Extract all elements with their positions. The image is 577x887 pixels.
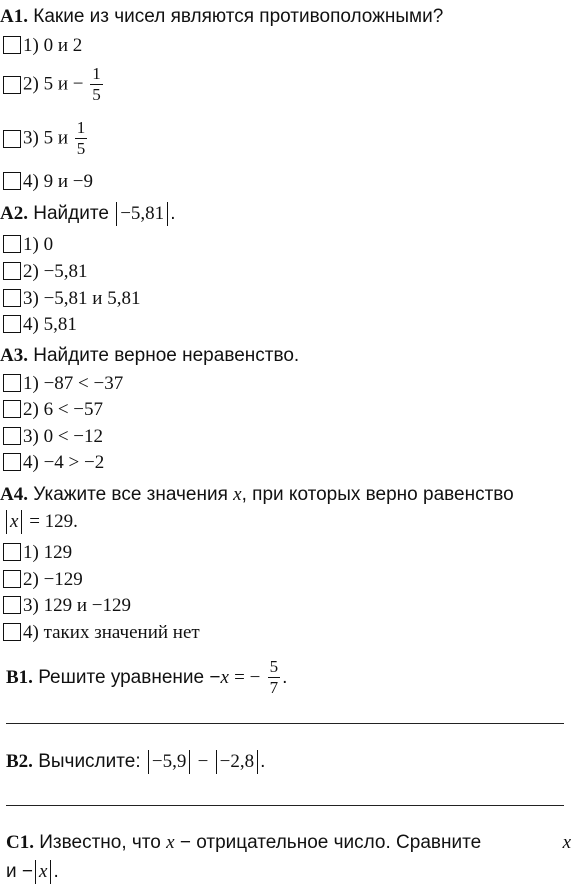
checkbox[interactable] [3, 289, 21, 307]
option-label: 1) 0 и 2 [23, 35, 83, 56]
question-text: − отрицательное число. Сравните [179, 832, 482, 853]
absolute-value: −2,8 [216, 750, 258, 774]
checkbox[interactable] [3, 623, 21, 641]
question-number: B1. [6, 667, 33, 688]
option-label: 2) −129 [23, 569, 83, 590]
fraction [268, 657, 281, 698]
minus-sign: − [197, 751, 209, 772]
question-b1 [6, 656, 287, 700]
variable: x [39, 861, 48, 882]
checkbox[interactable] [3, 570, 21, 588]
option-label: 4) −4 > −2 [23, 452, 105, 473]
option-a1-4[interactable] [0, 171, 93, 193]
option-label: 3) 0 < −12 [23, 426, 104, 447]
fraction-numerator: 1 [92, 64, 101, 83]
question-c1-line2 [6, 860, 59, 884]
fraction-numerator: 5 [269, 657, 279, 677]
checkbox[interactable] [3, 400, 21, 418]
checkbox[interactable] [3, 36, 21, 54]
answer-line-b1[interactable] [6, 723, 564, 724]
fraction [90, 64, 103, 105]
question-a3 [0, 345, 299, 367]
option-a3-1[interactable] [0, 373, 123, 395]
question-number: A3. [0, 345, 28, 366]
question-a2 [0, 202, 175, 226]
checkbox[interactable] [3, 76, 21, 94]
variable: x [10, 511, 19, 532]
absolute-value [6, 510, 22, 534]
option-label: 1) 129 [23, 542, 73, 563]
checkbox[interactable] [3, 315, 21, 333]
option-a2-1[interactable] [0, 234, 53, 256]
option-a2-4[interactable] [0, 314, 77, 336]
option-label: 4) таких значений нет [23, 622, 200, 643]
option-label: 3) −5,81 и 5,81 [23, 288, 141, 309]
variable: x [166, 832, 175, 853]
variable: x [233, 484, 242, 505]
fraction-denominator: 5 [76, 139, 86, 158]
option-a4-2[interactable] [0, 569, 83, 591]
checkbox[interactable] [3, 235, 21, 253]
option-a1-3[interactable] [0, 118, 89, 159]
option-a4-3[interactable] [0, 595, 131, 617]
fraction-denominator: 5 [92, 85, 101, 104]
equation-text: = − [234, 667, 261, 688]
question-number: C1. [6, 832, 34, 853]
equation-text: = 129. [29, 511, 78, 532]
option-label: 3) 5 и [23, 127, 68, 149]
option-label: 2) 6 < −57 [23, 399, 104, 420]
question-c1 [6, 832, 571, 854]
equation-line [0, 510, 78, 534]
option-a1-2[interactable] [0, 64, 105, 105]
fraction-denominator: 7 [269, 678, 279, 698]
variable: x [220, 667, 229, 688]
option-a3-4[interactable] [0, 452, 104, 474]
question-number: B2. [6, 751, 33, 772]
checkbox[interactable] [3, 543, 21, 561]
absolute-value: −5,81 [116, 202, 168, 226]
fraction-numerator: 1 [76, 118, 86, 137]
question-number: A1. [0, 6, 28, 27]
question-a1 [0, 6, 443, 28]
option-label: 2) −5,81 [23, 261, 88, 282]
checkbox[interactable] [3, 453, 21, 471]
question-number: A2. [0, 203, 28, 224]
option-a4-4[interactable] [0, 622, 200, 644]
option-a2-2[interactable] [0, 261, 88, 283]
fraction [75, 118, 88, 159]
option-a3-3[interactable] [0, 426, 103, 448]
option-label: 3) 129 и −129 [23, 595, 131, 616]
option-label: 2) 5 и − [23, 73, 84, 95]
question-text: Какие из чисел являются противоположными? [33, 6, 444, 27]
question-text: Укажите все значения [33, 484, 228, 505]
option-label: 4) 5,81 [23, 314, 77, 335]
absolute-value [35, 860, 51, 884]
question-text: Известно, что [39, 832, 161, 853]
question-text: Найдите верное неравенство. [33, 345, 300, 366]
option-a3-2[interactable] [0, 399, 103, 421]
absolute-value: −5,9 [148, 750, 190, 774]
option-label: 4) 9 и −9 [23, 171, 93, 192]
question-text: и − [6, 861, 33, 882]
option-label: 1) −87 < −37 [23, 373, 124, 394]
variable: x [562, 832, 571, 853]
checkbox[interactable] [3, 374, 21, 392]
question-number: A4. [0, 484, 28, 505]
checkbox[interactable] [3, 427, 21, 445]
question-b2 [6, 750, 265, 774]
option-a2-3[interactable] [0, 288, 140, 310]
punctuation: . [170, 203, 176, 224]
punctuation: . [282, 667, 288, 688]
checkbox[interactable] [3, 596, 21, 614]
punctuation: . [260, 751, 266, 772]
answer-line-b2[interactable] [6, 805, 564, 806]
checkbox[interactable] [3, 130, 21, 148]
checkbox[interactable] [3, 262, 21, 280]
question-text: Решите уравнение − [38, 667, 221, 688]
option-a1-1[interactable] [0, 35, 82, 57]
punctuation: . [53, 861, 59, 882]
question-text: Вычислите: [38, 751, 141, 772]
option-label: 1) 0 [23, 234, 54, 255]
question-a4 [0, 484, 514, 506]
question-text: Найдите [33, 203, 109, 224]
question-text: , при которых верно равенство [241, 484, 514, 505]
checkbox[interactable] [3, 172, 21, 190]
option-a4-1[interactable] [0, 542, 72, 564]
